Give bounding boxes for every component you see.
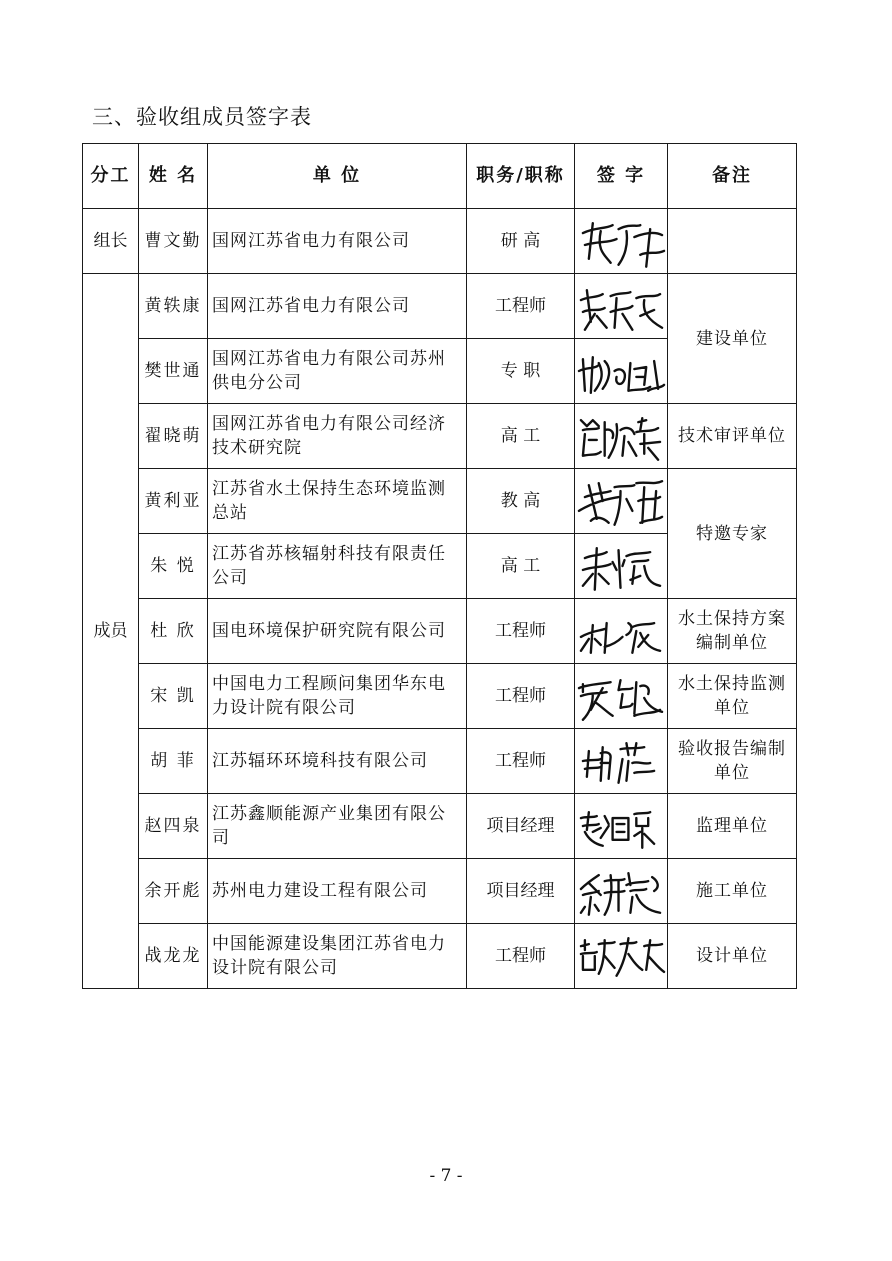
signature-table [82,143,797,989]
member-name: 胡 菲 [139,729,208,794]
table-header-row [83,144,797,209]
table-row [83,469,797,534]
header-title: 职务/职称 [467,144,575,209]
member-org: 中国电力工程顾问集团华东电力设计院有限公司 [208,664,467,729]
member-title: 工程师 [467,274,575,339]
member-name: 黄利亚 [139,469,208,534]
member-name: 曹文勤 [139,209,208,274]
member-org: 江苏省水土保持生态环境监测总站 [208,469,467,534]
member-name: 余开彪 [139,859,208,924]
member-title: 项目经理 [467,859,575,924]
note-cell: 水土保持方案编制单位 [668,599,797,664]
table-row [83,404,797,469]
page-number: - 7 - [429,1166,463,1186]
header-name: 姓 名 [139,144,208,209]
table-row [83,794,797,859]
member-org: 江苏鑫顺能源产业集团有限公司 [208,794,467,859]
header-sign: 签 字 [575,144,668,209]
handwritten-signature [575,534,668,599]
handwritten-signature [575,794,668,859]
member-org: 国网江苏省电力有限公司 [208,274,467,339]
note-cell: 验收报告编制单位 [668,729,797,794]
member-title: 工程师 [467,664,575,729]
member-org: 国网江苏省电力有限公司苏州供电分公司 [208,339,467,404]
member-org: 苏州电力建设工程有限公司 [208,859,467,924]
header-role: 分工 [83,144,139,209]
header-org: 单 位 [208,144,467,209]
member-org: 国电环境保护研究院有限公司 [208,599,467,664]
member-title: 工程师 [467,924,575,989]
member-org: 江苏辐环环境科技有限公司 [208,729,467,794]
handwritten-signature [575,274,668,339]
note-cell: 施工单位 [668,859,797,924]
handwritten-signature [575,404,668,469]
handwritten-signature [575,859,668,924]
table-row [83,729,797,794]
role-member: 成员 [83,274,139,989]
note-cell: 建设单位 [668,274,797,404]
member-title: 研 高 [467,209,575,274]
handwritten-signature [575,664,668,729]
member-title: 高 工 [467,534,575,599]
member-name: 黄轶康 [139,274,208,339]
note-cell: 监理单位 [668,794,797,859]
table-row [83,599,797,664]
handwritten-signature [575,209,668,274]
table-row [83,859,797,924]
member-name: 翟晓萌 [139,404,208,469]
member-org: 中国能源建设集团江苏省电力设计院有限公司 [208,924,467,989]
member-name: 杜 欣 [139,599,208,664]
member-title: 高 工 [467,404,575,469]
member-org: 江苏省苏核辐射科技有限责任公司 [208,534,467,599]
member-title: 工程师 [467,729,575,794]
handwritten-signature [575,729,668,794]
note-empty [668,209,797,274]
member-name: 赵四泉 [139,794,208,859]
member-name: 宋 凯 [139,664,208,729]
member-org: 国网江苏省电力有限公司 [208,209,467,274]
handwritten-signature [575,469,668,534]
table-row [83,209,797,274]
note-cell: 水土保持监测单位 [668,664,797,729]
member-title: 工程师 [467,599,575,664]
member-title: 项目经理 [467,794,575,859]
member-name: 樊世通 [139,339,208,404]
handwritten-signature [575,924,668,989]
handwritten-signature [575,599,668,664]
header-note: 备注 [668,144,797,209]
note-cell: 设计单位 [668,924,797,989]
handwritten-signature [575,339,668,404]
member-title: 教 高 [467,469,575,534]
member-org: 国网江苏省电力有限公司经济技术研究院 [208,404,467,469]
note-cell: 技术审评单位 [668,404,797,469]
section-heading: 三、验收组成员签字表 [92,105,312,129]
member-name: 朱 悦 [139,534,208,599]
table-row [83,274,797,339]
table-row [83,924,797,989]
table-row [83,664,797,729]
note-cell: 特邀专家 [668,469,797,599]
member-name: 战龙龙 [139,924,208,989]
member-title: 专 职 [467,339,575,404]
role-leader: 组长 [83,209,139,274]
